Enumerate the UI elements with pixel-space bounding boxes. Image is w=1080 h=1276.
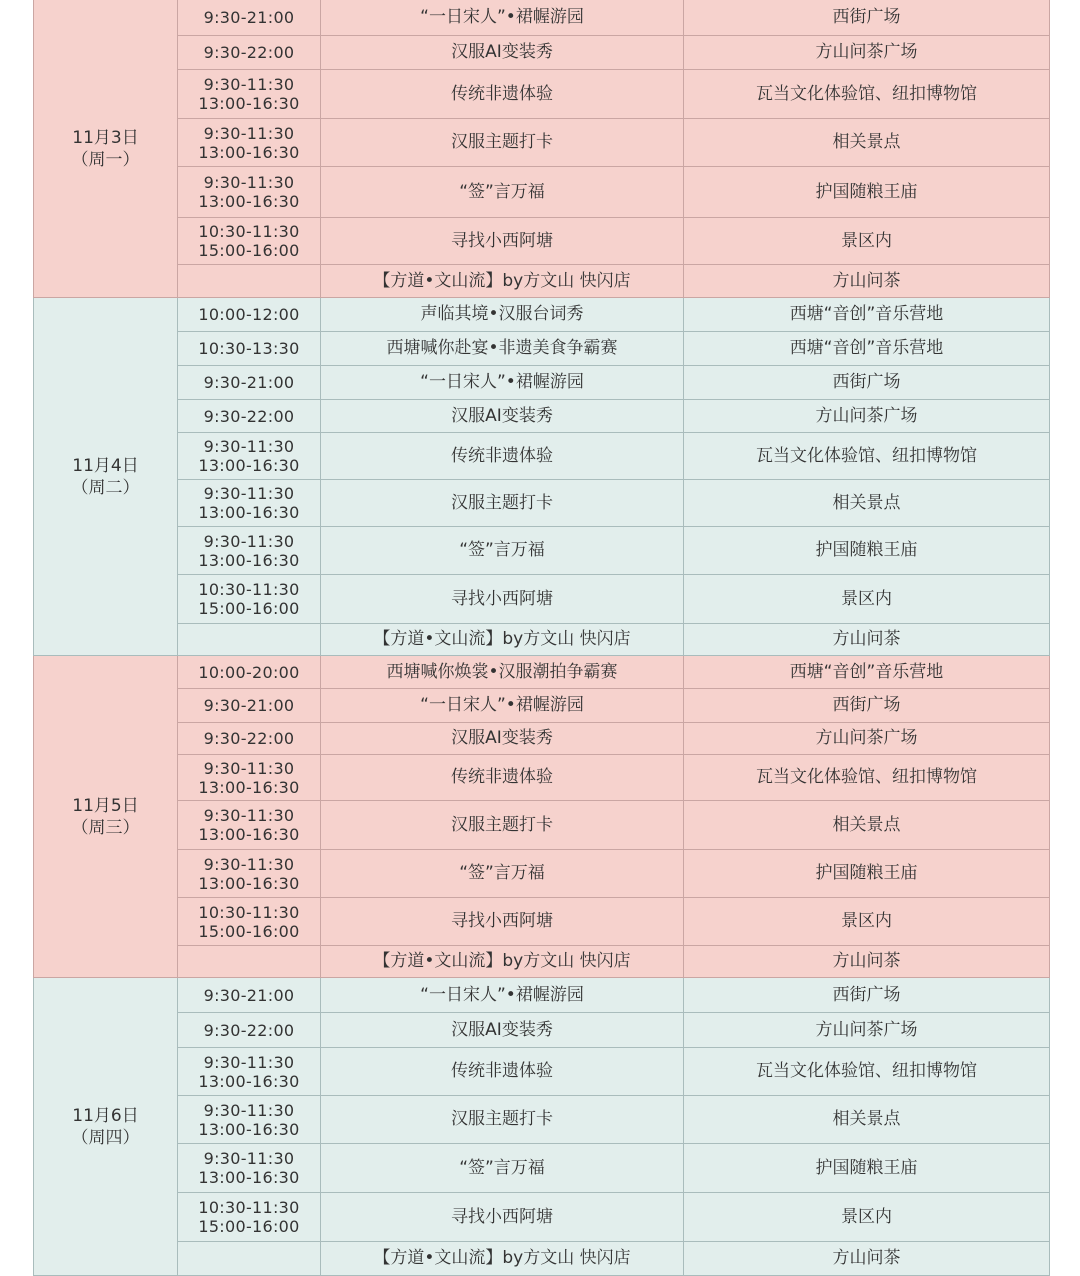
location-cell: 护国随粮王庙 (684, 1144, 1050, 1193)
event-cell: “签”言万福 (321, 167, 684, 218)
time-range: 9:30-11:30 (203, 531, 295, 551)
event-cell: 西塘喊你赴宴•非遗美食争霸赛 (321, 332, 684, 366)
time-range: 9:30-11:30 (203, 484, 295, 503)
time-range: 15:00-16:00 (198, 1217, 300, 1236)
location-cell: 相关景点 (684, 480, 1050, 527)
schedule-row (34, 265, 1050, 298)
time-cell (178, 575, 321, 624)
date-cell (34, 656, 178, 978)
time-range: 9:30-21:00 (203, 373, 295, 392)
time-cell (178, 400, 321, 433)
location-cell: 景区内 (684, 898, 1050, 946)
schedule-row (34, 1048, 1050, 1096)
event-cell: 汉服AI变装秀 (321, 723, 684, 755)
event-cell: “一日宋人”•裙幄游园 (321, 978, 684, 1013)
schedule-row (34, 755, 1050, 801)
event-cell: 汉服主题打卡 (321, 1096, 684, 1144)
time-cell (178, 218, 321, 265)
schedule-row (34, 400, 1050, 433)
event-cell: 汉服AI变装秀 (321, 36, 684, 70)
schedule-row (34, 167, 1050, 218)
time-cell (178, 480, 321, 527)
date-label: 11月6日 (72, 1105, 139, 1126)
location-cell: 护国随粮王庙 (684, 527, 1050, 575)
event-cell: “一日宋人”•裙幄游园 (321, 0, 684, 36)
location-cell: 相关景点 (684, 119, 1050, 167)
schedule-row (34, 332, 1050, 366)
schedule-row (34, 723, 1050, 755)
time-cell (178, 1193, 321, 1242)
time-cell (178, 946, 321, 978)
event-cell: 汉服AI变装秀 (321, 400, 684, 433)
date-cell (34, 298, 178, 656)
schedule-row (34, 801, 1050, 850)
schedule-row (34, 119, 1050, 167)
location-cell: 方山问茶广场 (684, 400, 1050, 433)
event-cell: 【方道•文山流】by方文山 快闪店 (321, 946, 684, 978)
time-range: 10:00-12:00 (198, 305, 300, 324)
time-cell (178, 624, 321, 656)
schedule-row (34, 70, 1050, 119)
schedule-row (34, 0, 1050, 36)
schedule-row (34, 1144, 1050, 1193)
time-cell (178, 801, 321, 850)
event-cell: “签”言万福 (321, 527, 684, 575)
time-cell (178, 1096, 321, 1144)
event-cell: 寻找小西阿塘 (321, 218, 684, 265)
time-range: 9:30-22:00 (203, 43, 295, 62)
time-range: 9:30-11:30 (203, 806, 295, 825)
location-cell: 方山问茶 (684, 1242, 1050, 1276)
time-cell (178, 527, 321, 575)
time-range: 15:00-16:00 (198, 921, 300, 941)
time-range: 15:00-16:00 (198, 599, 300, 618)
time-range: 13:00-16:30 (198, 456, 300, 475)
time-range: 13:00-16:30 (198, 94, 300, 113)
schedule-row (34, 946, 1050, 978)
time-cell (178, 656, 321, 689)
schedule-row (34, 689, 1050, 723)
location-cell: 方山问茶 (684, 946, 1050, 978)
date-label: 11月5日 (72, 795, 139, 816)
location-cell: 方山问茶广场 (684, 36, 1050, 70)
time-range: 13:00-16:30 (198, 192, 300, 211)
schedule-body (34, 0, 1050, 1276)
schedule-row (34, 624, 1050, 656)
location-cell: 西塘“音创”音乐营地 (684, 298, 1050, 332)
event-cell: “签”言万福 (321, 850, 684, 898)
time-range: 13:00-16:30 (198, 550, 300, 570)
location-cell: 西街广场 (684, 0, 1050, 36)
time-range: 9:30-11:30 (203, 123, 295, 143)
location-cell: 瓦当文化体验馆、纽扣博物馆 (684, 70, 1050, 119)
time-range: 13:00-16:30 (198, 503, 300, 522)
schedule-row (34, 575, 1050, 624)
date-label: 11月4日 (72, 455, 139, 476)
time-range: 9:30-21:00 (203, 985, 295, 1005)
time-range: 9:30-11:30 (203, 1149, 295, 1168)
time-range: 10:30-11:30 (198, 902, 300, 922)
weekday-label: （周四） (71, 1127, 140, 1148)
event-cell: 【方道•文山流】by方文山 快闪店 (321, 1242, 684, 1276)
schedule-row (34, 433, 1050, 480)
event-cell: 汉服主题打卡 (321, 119, 684, 167)
time-cell (178, 1048, 321, 1096)
time-range: 9:30-22:00 (203, 406, 295, 426)
location-cell: 景区内 (684, 575, 1050, 624)
time-range: 13:00-16:30 (198, 873, 300, 893)
event-cell: 汉服主题打卡 (321, 801, 684, 850)
location-cell: 方山问茶广场 (684, 723, 1050, 755)
time-range: 13:00-16:30 (198, 1119, 300, 1139)
date-label: 11月3日 (72, 127, 139, 148)
event-cell: 传统非遗体验 (321, 755, 684, 801)
schedule-row (34, 1242, 1050, 1276)
event-cell: 寻找小西阿塘 (321, 575, 684, 624)
time-cell (178, 850, 321, 898)
location-cell: 西塘“音创”音乐营地 (684, 656, 1050, 689)
time-range: 9:30-11:30 (203, 75, 295, 94)
schedule-row (34, 1193, 1050, 1242)
time-cell (178, 755, 321, 801)
schedule-row (34, 656, 1050, 689)
event-cell: “签”言万福 (321, 1144, 684, 1193)
event-cell: 声临其境•汉服台词秀 (321, 298, 684, 332)
schedule-table (33, 0, 1050, 1276)
time-cell (178, 689, 321, 723)
time-range: 9:30-21:00 (203, 8, 295, 27)
schedule-row (34, 366, 1050, 400)
event-cell: 【方道•文山流】by方文山 快闪店 (321, 265, 684, 298)
time-range: 9:30-11:30 (203, 854, 295, 874)
weekday-label: （周二） (71, 477, 140, 498)
event-cell: 汉服AI变装秀 (321, 1013, 684, 1048)
time-range: 13:00-16:30 (198, 1168, 300, 1187)
time-cell (178, 978, 321, 1013)
location-cell: 瓦当文化体验馆、纽扣博物馆 (684, 1048, 1050, 1096)
schedule-row (34, 978, 1050, 1013)
time-range: 9:30-11:30 (203, 758, 295, 778)
time-cell (178, 167, 321, 218)
time-cell (178, 1013, 321, 1048)
location-cell: 景区内 (684, 1193, 1050, 1242)
event-cell: “一日宋人”•裙幄游园 (321, 366, 684, 400)
location-cell: 护国随粮王庙 (684, 850, 1050, 898)
location-cell: 相关景点 (684, 1096, 1050, 1144)
time-cell (178, 898, 321, 946)
event-cell: 传统非遗体验 (321, 433, 684, 480)
schedule-row (34, 1096, 1050, 1144)
weekday-label: （周三） (71, 817, 140, 838)
schedule-row (34, 850, 1050, 898)
schedule-row (34, 480, 1050, 527)
time-cell (178, 265, 321, 298)
event-cell: 寻找小西阿塘 (321, 1193, 684, 1242)
time-cell (178, 0, 321, 36)
time-cell (178, 433, 321, 480)
schedule-row (34, 1013, 1050, 1048)
date-cell (34, 0, 178, 298)
time-range: 9:30-11:30 (203, 437, 295, 456)
time-range: 10:30-11:30 (198, 1198, 300, 1217)
time-cell (178, 366, 321, 400)
time-range: 9:30-11:30 (203, 173, 295, 192)
schedule-row (34, 36, 1050, 70)
schedule-row (34, 218, 1050, 265)
location-cell: 西街广场 (684, 689, 1050, 723)
time-cell (178, 298, 321, 332)
location-cell: 方山问茶广场 (684, 1013, 1050, 1048)
time-range: 9:30-11:30 (203, 1052, 295, 1072)
location-cell: 相关景点 (684, 801, 1050, 850)
time-range: 9:30-11:30 (203, 1100, 295, 1120)
time-range: 13:00-16:30 (198, 777, 300, 797)
time-cell (178, 119, 321, 167)
time-cell (178, 723, 321, 755)
location-cell: 西塘“音创”音乐营地 (684, 332, 1050, 366)
time-cell (178, 1242, 321, 1276)
date-cell (34, 978, 178, 1276)
time-cell (178, 70, 321, 119)
time-range: 13:00-16:30 (198, 1071, 300, 1091)
time-cell (178, 332, 321, 366)
event-cell: 西塘喊你焕裳•汉服潮拍争霸赛 (321, 656, 684, 689)
time-range: 9:30-21:00 (203, 696, 295, 715)
time-range: 13:00-16:30 (198, 142, 300, 162)
location-cell: 瓦当文化体验馆、纽扣博物馆 (684, 433, 1050, 480)
event-cell: 【方道•文山流】by方文山 快闪店 (321, 624, 684, 656)
time-range: 10:30-11:30 (198, 580, 300, 599)
time-range: 9:30-22:00 (203, 729, 295, 748)
time-cell (178, 1144, 321, 1193)
event-cell: 寻找小西阿塘 (321, 898, 684, 946)
time-range: 9:30-22:00 (203, 1020, 295, 1040)
time-range: 10:00-20:00 (198, 662, 300, 682)
time-range: 10:30-11:30 (198, 222, 300, 241)
schedule-row (34, 298, 1050, 332)
event-cell: 传统非遗体验 (321, 1048, 684, 1096)
event-cell: “一日宋人”•裙幄游园 (321, 689, 684, 723)
time-range: 15:00-16:00 (198, 241, 300, 260)
event-cell: 汉服主题打卡 (321, 480, 684, 527)
schedule-row (34, 898, 1050, 946)
schedule-row (34, 527, 1050, 575)
location-cell: 景区内 (684, 218, 1050, 265)
time-range: 13:00-16:30 (198, 825, 300, 844)
location-cell: 瓦当文化体验馆、纽扣博物馆 (684, 755, 1050, 801)
location-cell: 西街广场 (684, 978, 1050, 1013)
location-cell: 方山问茶 (684, 265, 1050, 298)
weekday-label: （周一） (71, 149, 140, 170)
location-cell: 护国随粮王庙 (684, 167, 1050, 218)
time-cell (178, 36, 321, 70)
event-cell: 传统非遗体验 (321, 70, 684, 119)
location-cell: 方山问茶 (684, 624, 1050, 656)
time-range: 10:30-13:30 (198, 339, 300, 358)
location-cell: 西街广场 (684, 366, 1050, 400)
